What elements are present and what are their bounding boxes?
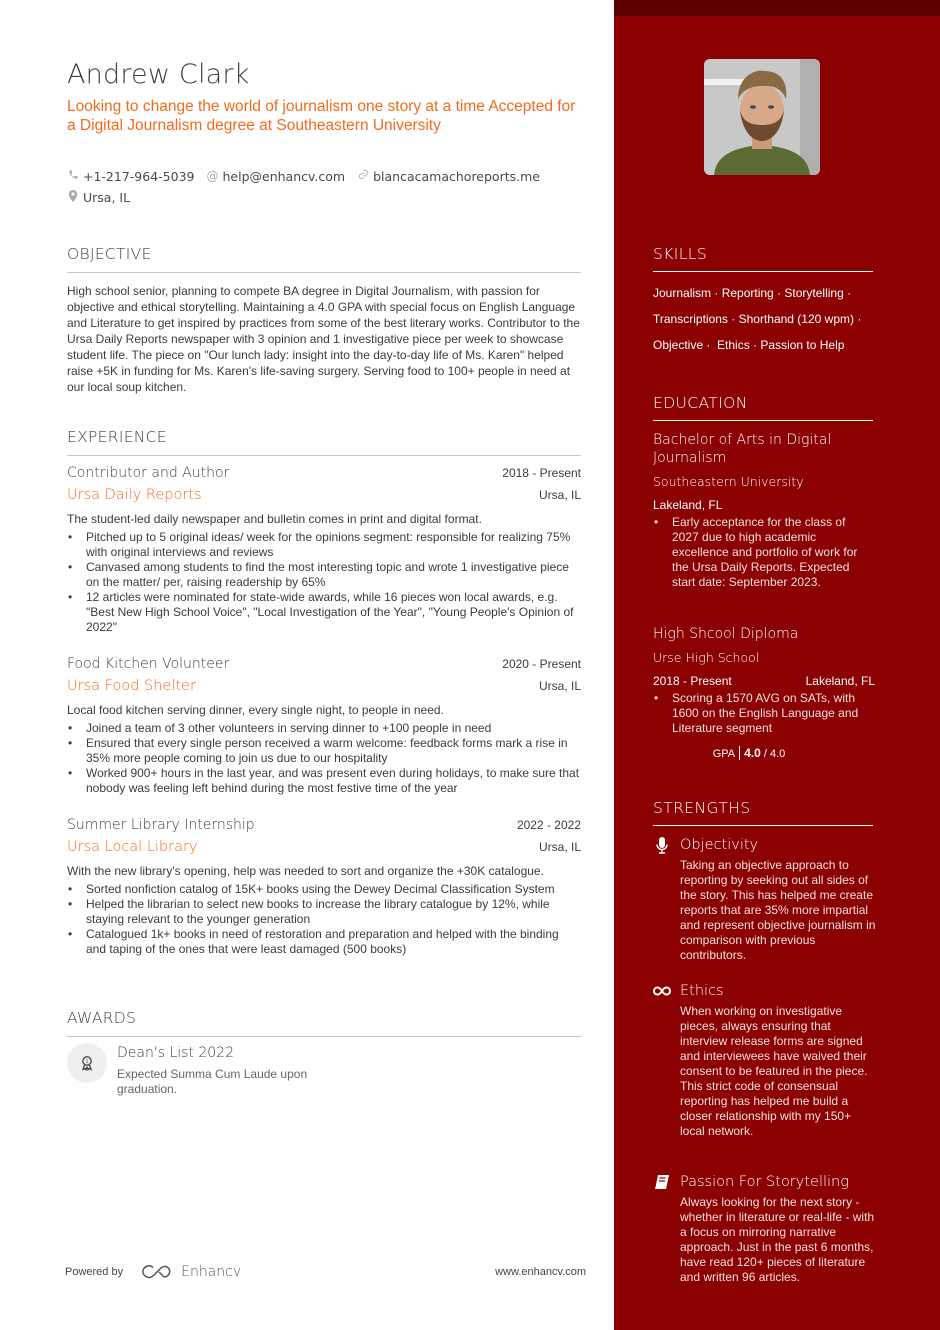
phone-icon xyxy=(67,169,79,183)
contact-info xyxy=(67,166,587,208)
strength-item xyxy=(653,982,878,1139)
job-title: Summer Library Internship xyxy=(67,817,255,833)
contact-website[interactable] xyxy=(357,169,540,184)
education-heading: EDUCATION xyxy=(653,394,873,421)
job-date: 2022 - 2022 xyxy=(516,818,581,832)
job-title: Food Kitchen Volunteer xyxy=(67,656,230,672)
candidate-name: Andrew Clark xyxy=(67,59,250,90)
skill-item: Passion to Help xyxy=(760,338,845,352)
bullet: • Catalogued 1k+ books in need of restoration and preparation and helped with the binding and taping of the ones that were least damaged (500 books) xyxy=(67,927,581,957)
bullet: • Scoring a 1570 AVG on SATs, with 1600 on the English Language and Literature segment xyxy=(653,691,875,736)
job-description: With the new library's opening, help was needed to sort and organize the +30K catalogue. xyxy=(67,864,544,878)
phone-text: +1-217-964-5039 xyxy=(83,168,195,184)
bullet: • 12 articles were nominated for state-wide awards, while 16 pieces won local awards, e.g. "Best New High School Voice", "Local Investigation of the Year", "Young People's Opinion of 2022" xyxy=(67,590,581,635)
job-date: 2018 - Present xyxy=(502,466,581,480)
sidebar-top-bar xyxy=(614,0,940,16)
experience-item xyxy=(67,656,581,796)
skills-heading: SKILLS xyxy=(653,245,873,272)
job-description: Local food kitchen serving dinner, every single night, to people in need. xyxy=(67,703,444,717)
strength-title: Passion For Storytelling xyxy=(680,1174,849,1190)
edu-degree: Bachelor of Arts in Digital Journalism xyxy=(653,432,832,466)
skill-item: Reporting xyxy=(721,286,774,300)
gpa-max: / 4.0 xyxy=(763,748,786,760)
strengths-heading: STRENGTHS xyxy=(653,799,873,826)
footer-website-link[interactable]: www.enhancv.com xyxy=(495,1266,586,1278)
edu-location: Lakeland, FL xyxy=(653,498,723,512)
location-text: Ursa, IL xyxy=(83,189,131,205)
strength-item xyxy=(653,1173,878,1285)
bullet: • Worked 900+ hours in the last year, and was present even during holidays, to make sure that nobody was feeling left behind during the most festive time of the year xyxy=(67,766,581,796)
job-company: Ursa Local Library xyxy=(67,839,198,855)
svg-text:1: 1 xyxy=(85,1059,89,1065)
experience-heading: EXPERIENCE xyxy=(67,428,581,456)
infinity-icon xyxy=(653,982,671,1000)
experience-item xyxy=(67,465,581,635)
job-description: The student-led daily newspaper and bulletin comes in print and digital format. xyxy=(67,512,482,526)
brand-logo[interactable] xyxy=(141,1264,241,1280)
edu-school: Southeastern University xyxy=(653,474,804,489)
objective-heading: OBJECTIVE xyxy=(67,245,581,273)
email-text: help@enhancv.com xyxy=(222,168,346,184)
footer xyxy=(65,1262,586,1282)
bullet: • Pitched up to 5 original ideas/ week for the opinions segment: responsible for realizing 75% with original interviews and reviews xyxy=(67,530,581,560)
powered-by-label: Powered by xyxy=(65,1266,124,1278)
strength-title: Ethics xyxy=(680,983,724,999)
job-company: Ursa Daily Reports xyxy=(67,487,202,503)
strength-description: Taking an objective approach to reporting by seeking out all sides of the story. This has helped me create reports that are 35% more impartial and represent objective journalism in comparison with previous contributors. xyxy=(680,858,876,962)
job-location: Ursa, IL xyxy=(538,488,581,502)
bullet: • Joined a team of 3 other volunteers in serving dinner to +100 people in need xyxy=(67,721,581,736)
award-item xyxy=(67,1043,317,1097)
strength-title: Objectivity xyxy=(680,837,759,853)
edu-bullets xyxy=(653,515,875,590)
awards-heading: AWARDS xyxy=(67,1009,581,1037)
award-description: Expected Summa Cum Laude upon graduation. xyxy=(117,1067,308,1096)
contact-phone[interactable] xyxy=(67,169,195,184)
skill-item: Objective xyxy=(653,338,704,352)
skills-list: Journalism · Reporting · Storytelling · Transcriptions · Shorthand (120 wpm) · Objective · Ethics · Passion to Help xyxy=(653,286,862,352)
strength-description: When working on investigative pieces, always ensuring that interview release forms are signed and interviewees have waived their consent to be featured in the piece. This strict code of consensual reporting has helped me build a closer relationship with my 150+ local network. xyxy=(680,1004,868,1138)
tagline: Looking to change the world of journalism one story at a time Accepted for a Digital Journalism degree at Southeastern University xyxy=(67,98,576,134)
link-icon xyxy=(357,169,369,183)
book-icon xyxy=(653,1173,671,1191)
strength-item xyxy=(653,836,878,963)
skill-item: Shorthand (120 wpm) xyxy=(738,312,854,326)
edu-date: 2018 - Present xyxy=(653,674,732,688)
microphone-icon xyxy=(653,836,671,854)
experience-item xyxy=(67,817,581,957)
gpa xyxy=(653,746,875,760)
brand-name: Enhancv xyxy=(181,1264,242,1280)
skill-item: Transcriptions xyxy=(653,312,728,326)
contact-email[interactable] xyxy=(207,169,346,184)
bullet: • Early acceptance for the class of 2027 due to high academic excellence and portfolio of work for the Ursa Daily Reports. Expected start date: September 2023. xyxy=(653,515,875,590)
edu-degree: High Shcool Diploma xyxy=(653,626,799,642)
location-pin-icon xyxy=(67,190,79,205)
job-location: Ursa, IL xyxy=(538,840,581,854)
education-item xyxy=(653,431,875,590)
bullet: • Canvased among students to find the most interesting topic and wrote 1 investigative piece on the matter/ per, raising readership by 65% xyxy=(67,560,581,590)
job-bullets xyxy=(67,882,581,957)
award-medal-icon xyxy=(67,1043,107,1083)
contact-location xyxy=(67,190,130,205)
objective-text: High school senior, planning to compete BA degree in Digital Journalism, with passion for objective and ethical storytelling. Maintaining a 4.0 GPA with special focus on English Language and Literature to get inspired by practices from some of the best literary works. Contributor to the Ursa Daily Reports newspaper with 3 opinion and 1 investigative piece per week to showcase student life. The piece on "Our lunch lady: insight into the day-to-day life of Ms. Karen" helped raise +5K in funding for Ms. Karen's life-saving surgery. Serving food to 100+ people in need at our local soup kitchen. xyxy=(67,284,580,394)
gpa-value: 4.0 xyxy=(744,746,761,760)
job-bullets xyxy=(67,530,581,635)
skill-item: Journalism xyxy=(653,286,712,300)
edu-location: Lakeland, FL xyxy=(805,674,875,688)
job-company: Ursa Food Shelter xyxy=(67,678,196,694)
skill-item: Ethics xyxy=(717,338,750,352)
bullet: • Sorted nonfiction catalog of 15K+ books using the Dewey Decimal Classification System xyxy=(67,882,581,897)
at-icon: @ xyxy=(206,169,219,183)
strength-description: Always looking for the next story - whether in literature or real-life - with a focus on mirroring narrative approach. Just in the past 6 months, have read 120+ pieces of literature and written 96 articles. xyxy=(680,1195,875,1284)
education-item xyxy=(653,625,875,760)
edu-bullets xyxy=(653,691,875,736)
job-date: 2020 - Present xyxy=(502,657,581,671)
award-title: Dean's List 2022 xyxy=(117,1045,234,1061)
website-text: blancacamachoreports.me xyxy=(373,168,540,184)
job-title: Contributor and Author xyxy=(67,465,230,481)
job-location: Ursa, IL xyxy=(538,679,581,693)
job-bullets xyxy=(67,721,581,796)
gpa-label: GPA xyxy=(712,748,736,760)
bullet: • Ensured that every single person received a warm welcome: feedback forms mark a rise in 35% more people coming to join us due to our hospitality xyxy=(67,736,581,766)
bullet: • Helped the librarian to select new books to increase the library catalogue by 12%, while staying relevant to the younger generation xyxy=(67,897,581,927)
enhancv-logo-icon xyxy=(141,1264,173,1280)
edu-school: Urse High School xyxy=(653,650,760,665)
sidebar xyxy=(614,0,940,1330)
profile-photo xyxy=(704,59,820,175)
skill-item: Storytelling xyxy=(784,286,844,300)
